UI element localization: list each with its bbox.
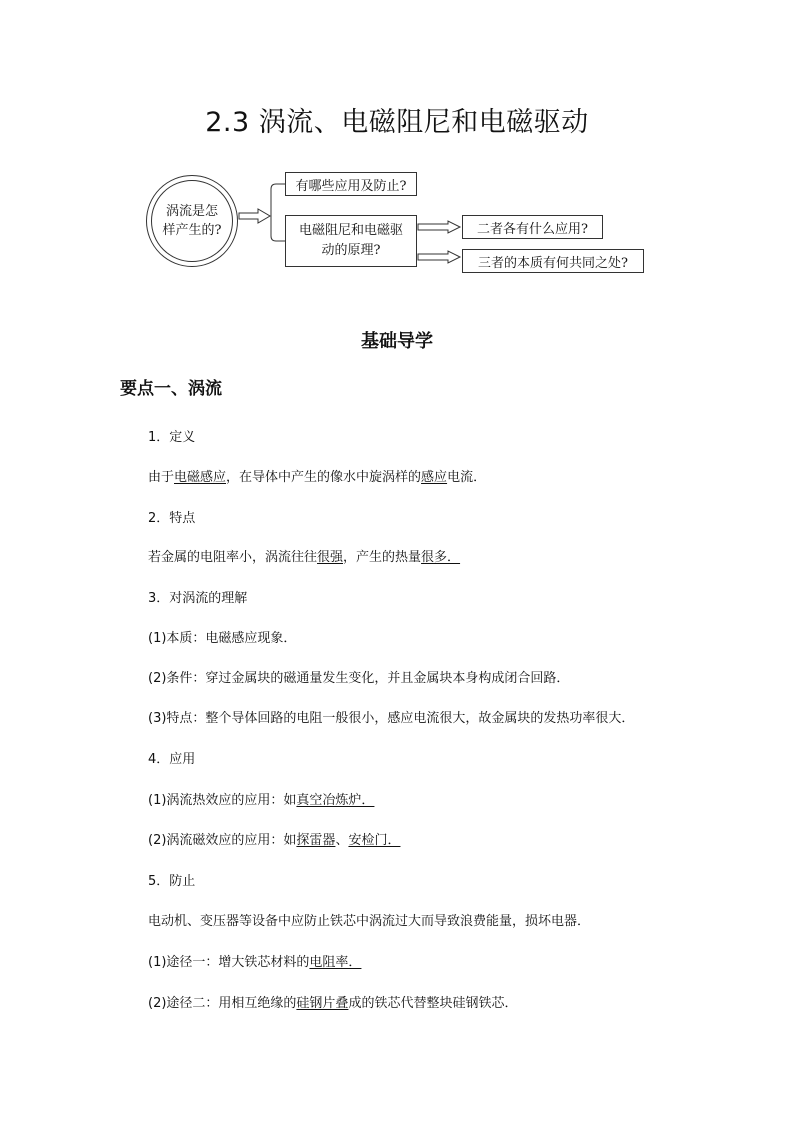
uses-question-box: 二者各有什么应用? <box>462 215 603 239</box>
prevention-title: 5．防止 <box>148 874 196 889</box>
feature-title: 2．特点 <box>148 511 196 526</box>
prevention-method-two: (2)途径二：用相互绝缘的硅钢片叠成的铁芯代替整块硅钢铁芯． <box>148 996 518 1011</box>
feature-text: 若金属的电阻率小，涡流往往很强，产生的热量很多． <box>148 550 461 565</box>
prevention-text: 电动机、变压器等设备中应防止铁芯中涡流过大而导致浪费能量，损坏电器． <box>148 914 591 929</box>
damping-question-box: 电磁阻尼和电磁驱动的原理? <box>285 215 417 267</box>
application-magnetic: (2)涡流磁效应的应用：如探雷器、安检门． <box>148 833 401 848</box>
point-heading: 要点一、涡流 <box>120 379 222 399</box>
eddy-question-text: 涡流是怎样产生的? <box>151 180 233 262</box>
application-heat: (1)涡流热效应的应用：如真空冶炼炉． <box>148 793 375 808</box>
arrow-to-uses <box>418 221 460 233</box>
definition-text: 由于电磁感应，在导体中产生的像水中旋涡样的感应电流． <box>148 470 487 485</box>
bracket-line <box>271 184 285 241</box>
arrow-circle-to-bracket <box>239 209 270 223</box>
understanding-title: 3．对涡流的理解 <box>148 591 248 606</box>
definition-title: 1．定义 <box>148 430 196 445</box>
prevention-method-one: (1)途径一：增大铁芯材料的电阻率． <box>148 955 362 970</box>
application-question-box: 有哪些应用及防止? <box>285 172 417 196</box>
eddy-question-circle <box>146 175 238 267</box>
page-title: 2.3 涡流、电磁阻尼和电磁驱动 <box>205 107 589 138</box>
understanding-essence: (1)本质：电磁感应现象． <box>148 631 297 646</box>
arrow-to-essence <box>418 251 460 263</box>
essence-question-box: 三者的本质有何共同之处? <box>462 249 644 273</box>
understanding-feature: (3)特点：整个导体回路的电阻一般很小，感应电流很大，故金属块的发热功率很大． <box>148 711 635 726</box>
understanding-condition: (2)条件：穿过金属块的磁通量发生变化，并且金属块本身构成闭合回路． <box>148 671 570 686</box>
application-title: 4．应用 <box>148 752 196 767</box>
section-heading: 基础导学 <box>361 331 433 352</box>
